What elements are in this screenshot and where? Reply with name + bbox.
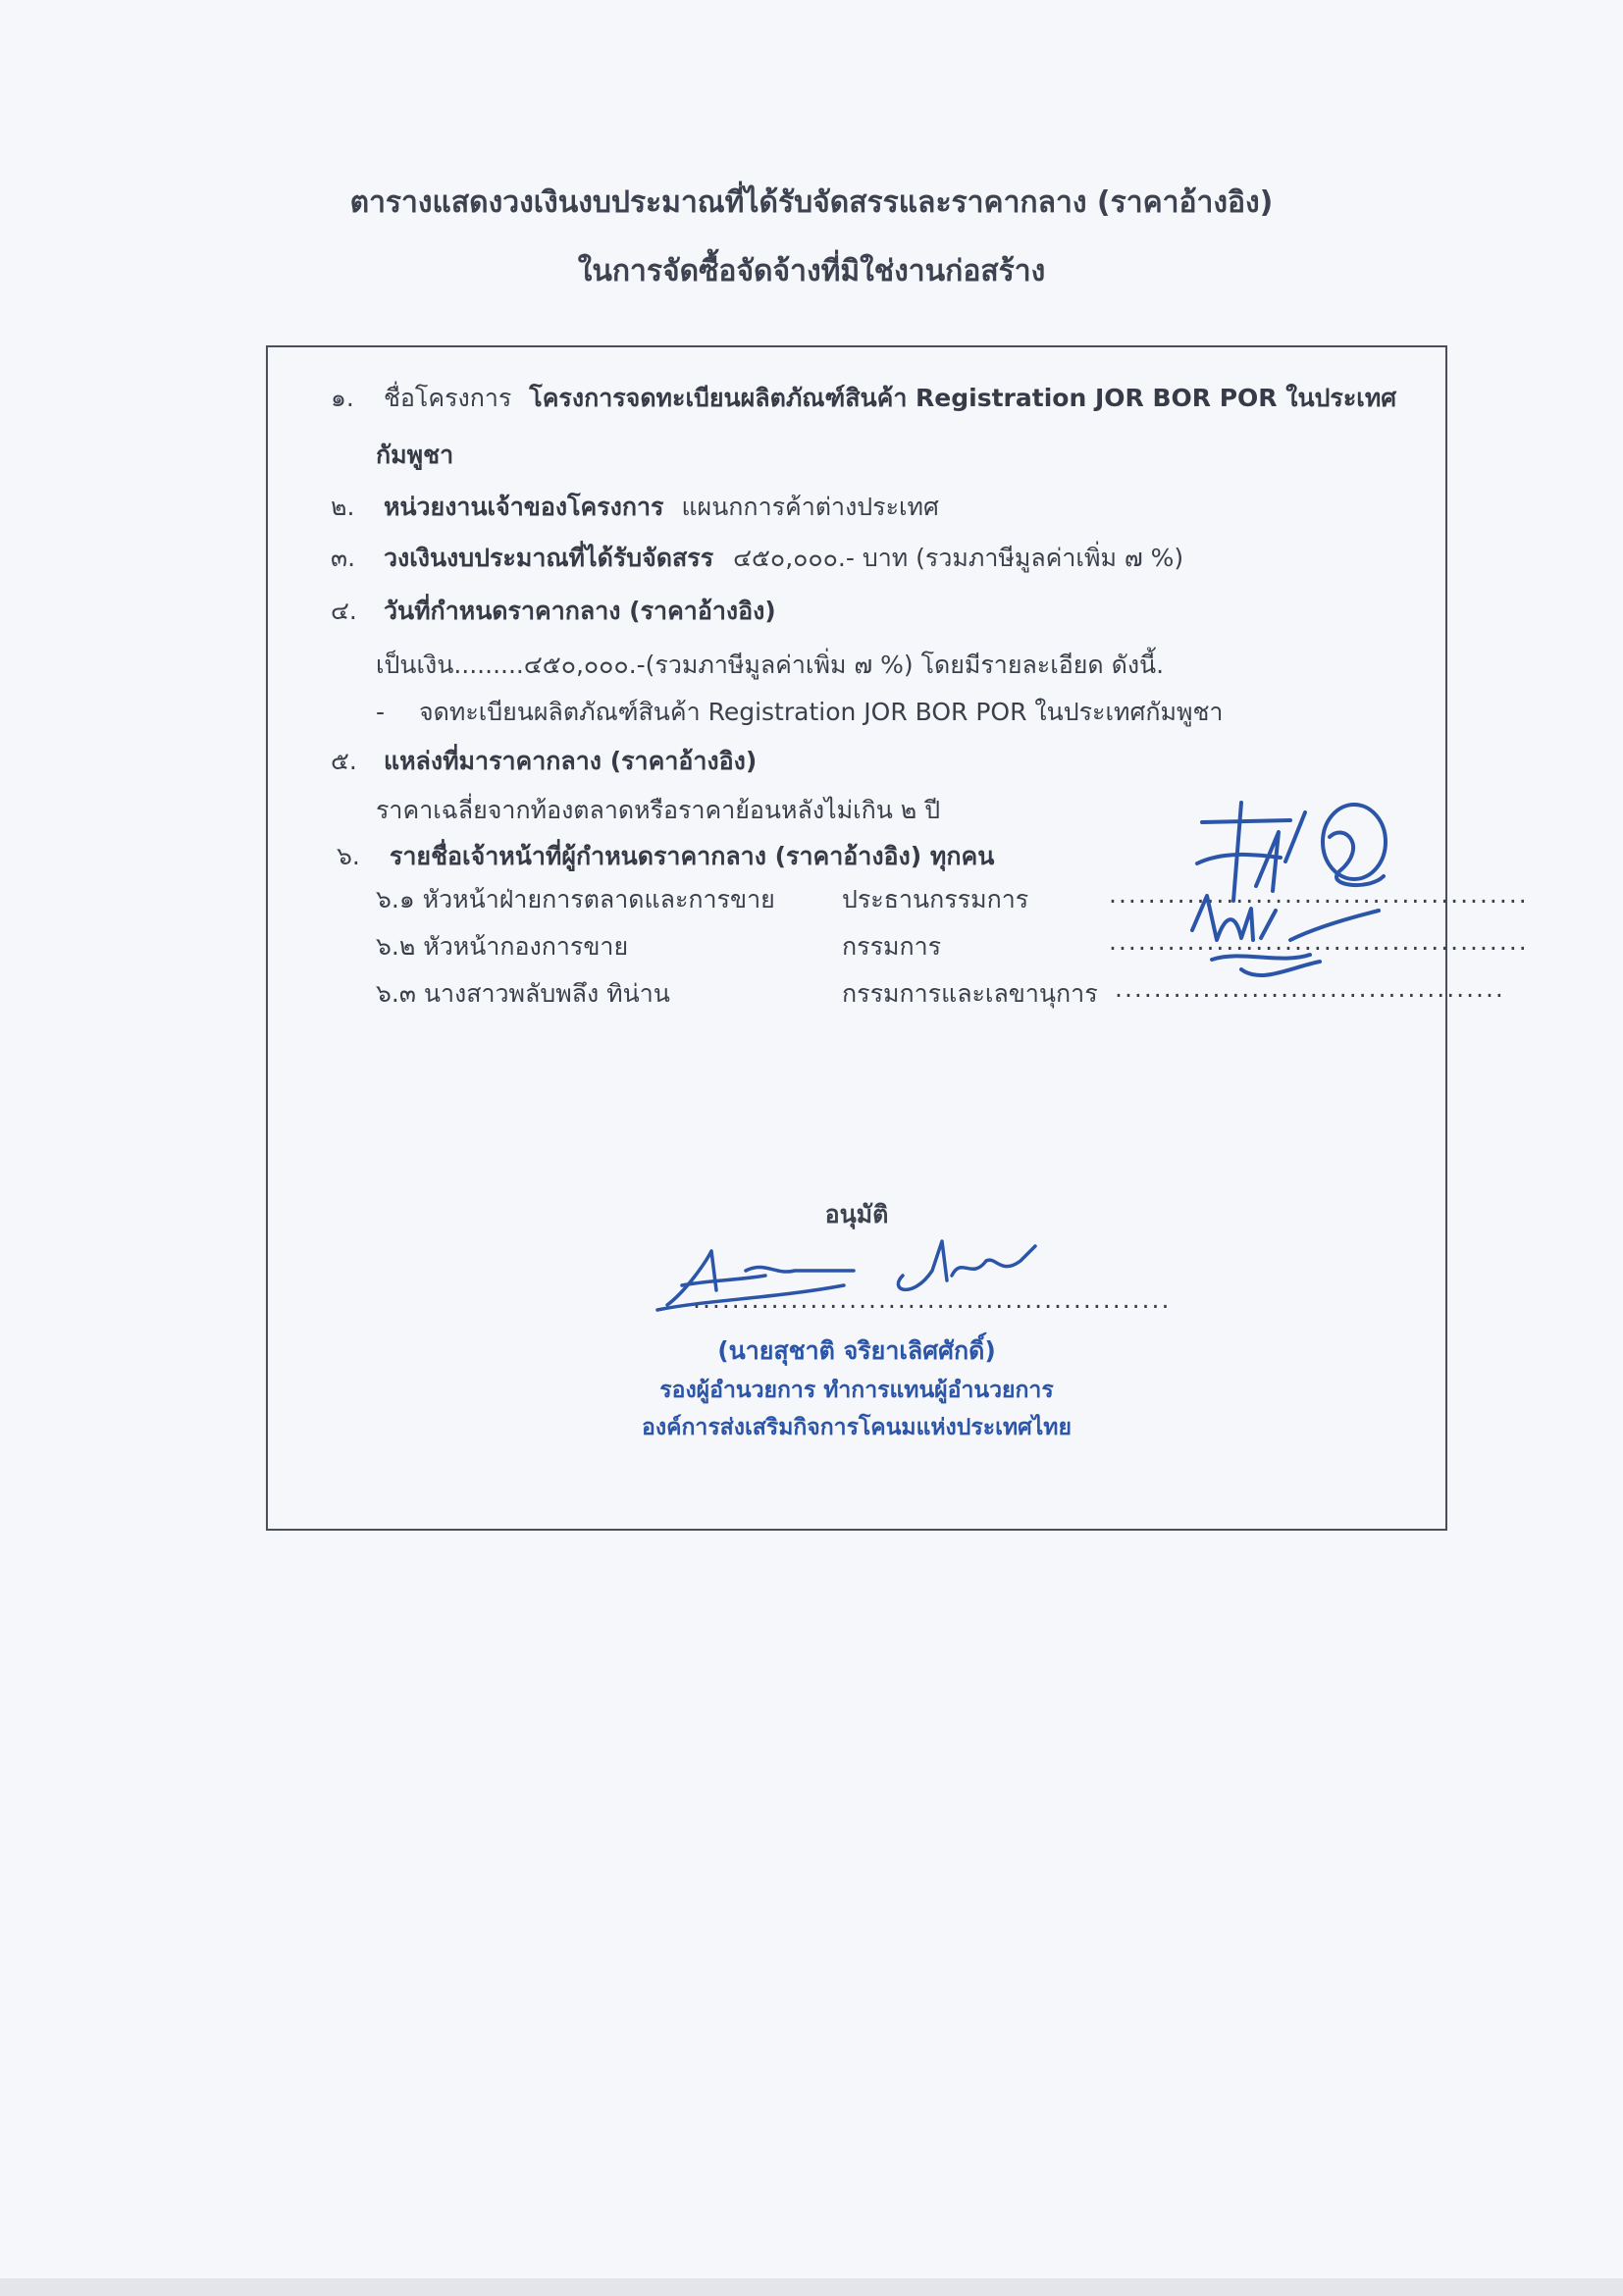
project-name-value: โครงการจดทะเบียนผลิตภัณฑ์สินค้า Registration JOR BOR POR ในประเทศ [529,384,1397,412]
item-owner-unit [331,488,939,527]
bullet-dash: - [376,698,386,726]
budget-value: ๔๕๐,๐๐๐.- บาท (รวมภาษีมูลค่าเพิ่ม ๗ %) [733,544,1184,572]
item-label: หน่วยงานเจ้าของโครงการ [383,493,664,521]
document-subtitle: ในการจัดซื้อจัดจ้างที่มิใช่งานก่อสร้าง [577,254,1046,288]
item-price-source [331,742,757,781]
committee-signatures-image [1182,793,1398,989]
reference-detail-bullet [376,693,1223,732]
item-budget [331,539,1183,578]
owner-unit-value: แผนกการค้าต่างประเทศ [681,493,939,521]
signature-line: ........................................ [1115,974,1505,1003]
committee-member-role: กรรมการ [842,932,942,961]
item-label: แหล่งที่มาราคากลาง (ราคาอ้างอิง) [383,747,758,775]
item-number: ๕. [331,747,357,775]
committee-member-name: ๖.๑ หัวหน้าฝ่ายการตลาดและการขาย [376,885,775,913]
approver-signature-line: ................................................. [693,1285,1172,1314]
item-label: รายชื่อเจ้าหน้าที่ผู้กำหนดราคากลาง (ราคาอ้างอิง) ทุกคน [389,842,995,870]
item-number: ๓. [331,544,356,572]
reference-amount-line: เป็นเงิน.........๔๕๐,๐๐๐.-(รวมภาษีมูลค่าเพิ่ม ๗ %) โดยมีรายละเอียด ดังนี้. [376,651,1165,679]
item-label: วงเงินงบประมาณที่ได้รับจัดสรร [383,544,714,572]
committee-member-role: ประธานกรรมการ [842,885,1029,913]
approval-heading: อนุมัติ [824,1200,889,1228]
item-number: ๖. [337,842,360,870]
item-project-name [331,379,1396,418]
item-number: ๔. [331,597,357,625]
page-bottom-edge [0,2278,1623,2296]
project-name-continued: กัมพูชา [376,441,454,469]
approver-name: (นายสุชาติ จริยาเลิศศักดิ์) [717,1336,996,1365]
document-title: ตารางแสดงวงเงินงบประมาณที่ได้รับจัดสรรและราคากลาง (ราคาอ้างอิง) [349,185,1274,220]
signature-line: ........................................... [1109,927,1529,956]
signature-line: ........................................... [1109,880,1529,909]
item-number: ๒. [331,493,355,521]
approver-organization: องค์การส่งเสริมกิจการโคนมแห่งประเทศไทย [642,1415,1072,1440]
item-label: ชื่อโครงการ [383,384,512,412]
committee-member-name: ๖.๒ หัวหน้ากองการขาย [376,932,629,961]
price-source-line: ราคาเฉลี่ยจากท้องตลาดหรือราคาย้อนหลังไม่เกิน ๒ ปี [376,796,941,824]
item-label: วันที่กำหนดราคากลาง (ราคาอ้างอิง) [383,597,776,625]
item-number: ๑. [331,384,354,412]
approver-position: รองผู้อำนวยการ ทำการแทนผู้อำนวยการ [659,1378,1054,1403]
item-reference-date [331,592,776,631]
committee-member-role: กรรมการและเลขานุการ [842,979,1098,1008]
item-committee [337,837,994,876]
committee-member-name: ๖.๓ นางสาวพลับพลึง ทิน่าน [376,979,670,1008]
bullet-text: จดทะเบียนผลิตภัณฑ์สินค้า Registration JOR BOR POR ในประเทศกัมพูชา [418,698,1224,726]
